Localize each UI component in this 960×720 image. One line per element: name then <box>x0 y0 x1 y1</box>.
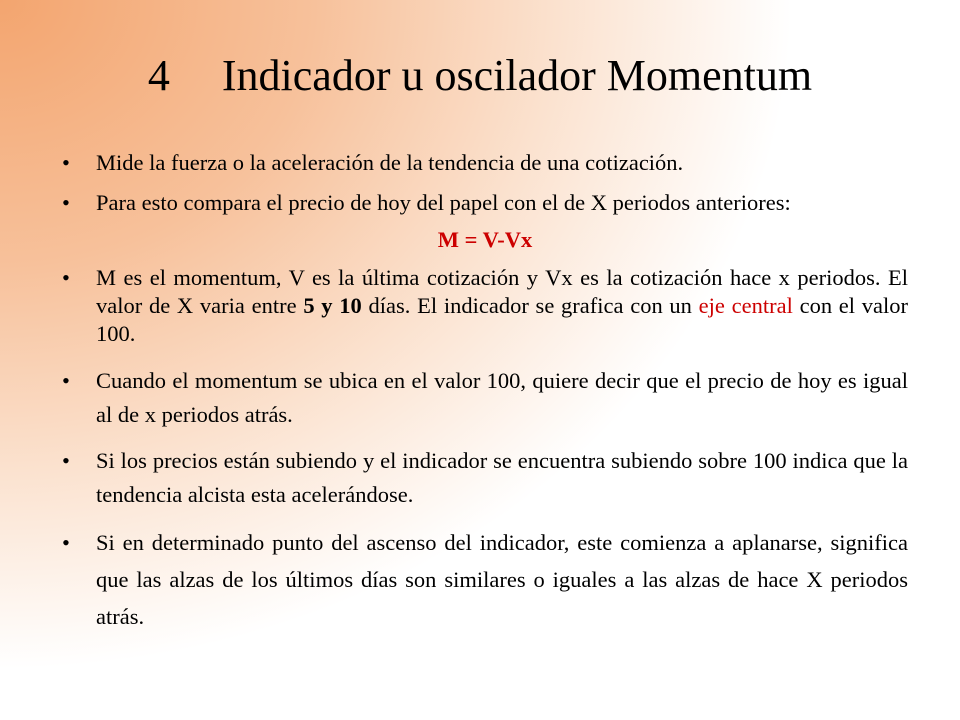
bullet-item-5 <box>62 444 908 512</box>
bullet-text-3-bold-range: 5 y 10 <box>303 293 362 318</box>
bullet-text-3-red-highlight: eje central <box>698 293 793 318</box>
bullet-dot: • <box>62 190 70 215</box>
slide-title-number: 4 <box>147 51 170 100</box>
bullet-item-4 <box>62 364 908 432</box>
bullet-item-1 <box>62 150 908 176</box>
bullet-item-6 <box>62 524 908 635</box>
bullet-text-1: Mide la fuerza o la aceleración de la tendencia de una cotización. <box>96 150 684 175</box>
bullet-text-3c: con el valor 100. <box>96 293 908 346</box>
bullet-text-4: Cuando el momentum se ubica en el valor 100, quiere decir que el precio de hoy es igual al de x periodos atrás. <box>96 368 908 427</box>
bullet-dot: • <box>62 368 70 393</box>
bullet-text-5: Si los precios están subiendo y el indicador se encuentra subiendo sobre 100 indica que la tendencia alcista esta acelerándose. <box>96 448 908 507</box>
bullet-dot: • <box>62 265 70 290</box>
bullet-item-3 <box>62 264 908 348</box>
slide-title <box>0 46 960 106</box>
bullet-text-3b: días. El indicador se grafica con un <box>361 293 699 318</box>
slide-title-text: Indicador u oscilador Momentum <box>221 51 813 100</box>
bullet-dot: • <box>62 150 70 175</box>
momentum-formula: M = V-Vx <box>437 227 533 252</box>
bullet-text-3a: M es el momentum, V es la última cotización y Vx es la cotización hace x periodos. El valor de X varia entre <box>96 265 908 318</box>
bullet-dot: • <box>62 530 70 555</box>
bullet-item-2 <box>62 190 908 216</box>
bullet-dot: • <box>62 448 70 473</box>
bullet-text-2: Para esto compara el precio de hoy del papel con el de X periodos anteriores: <box>96 190 791 215</box>
bullet-text-6: Si en determinado punto del ascenso del indicador, este comienza a aplanarse, significa que las alzas de los últimos días son similares o iguales a las alzas de hace X periodos atrás. <box>96 530 908 629</box>
bullet-list <box>62 150 908 635</box>
